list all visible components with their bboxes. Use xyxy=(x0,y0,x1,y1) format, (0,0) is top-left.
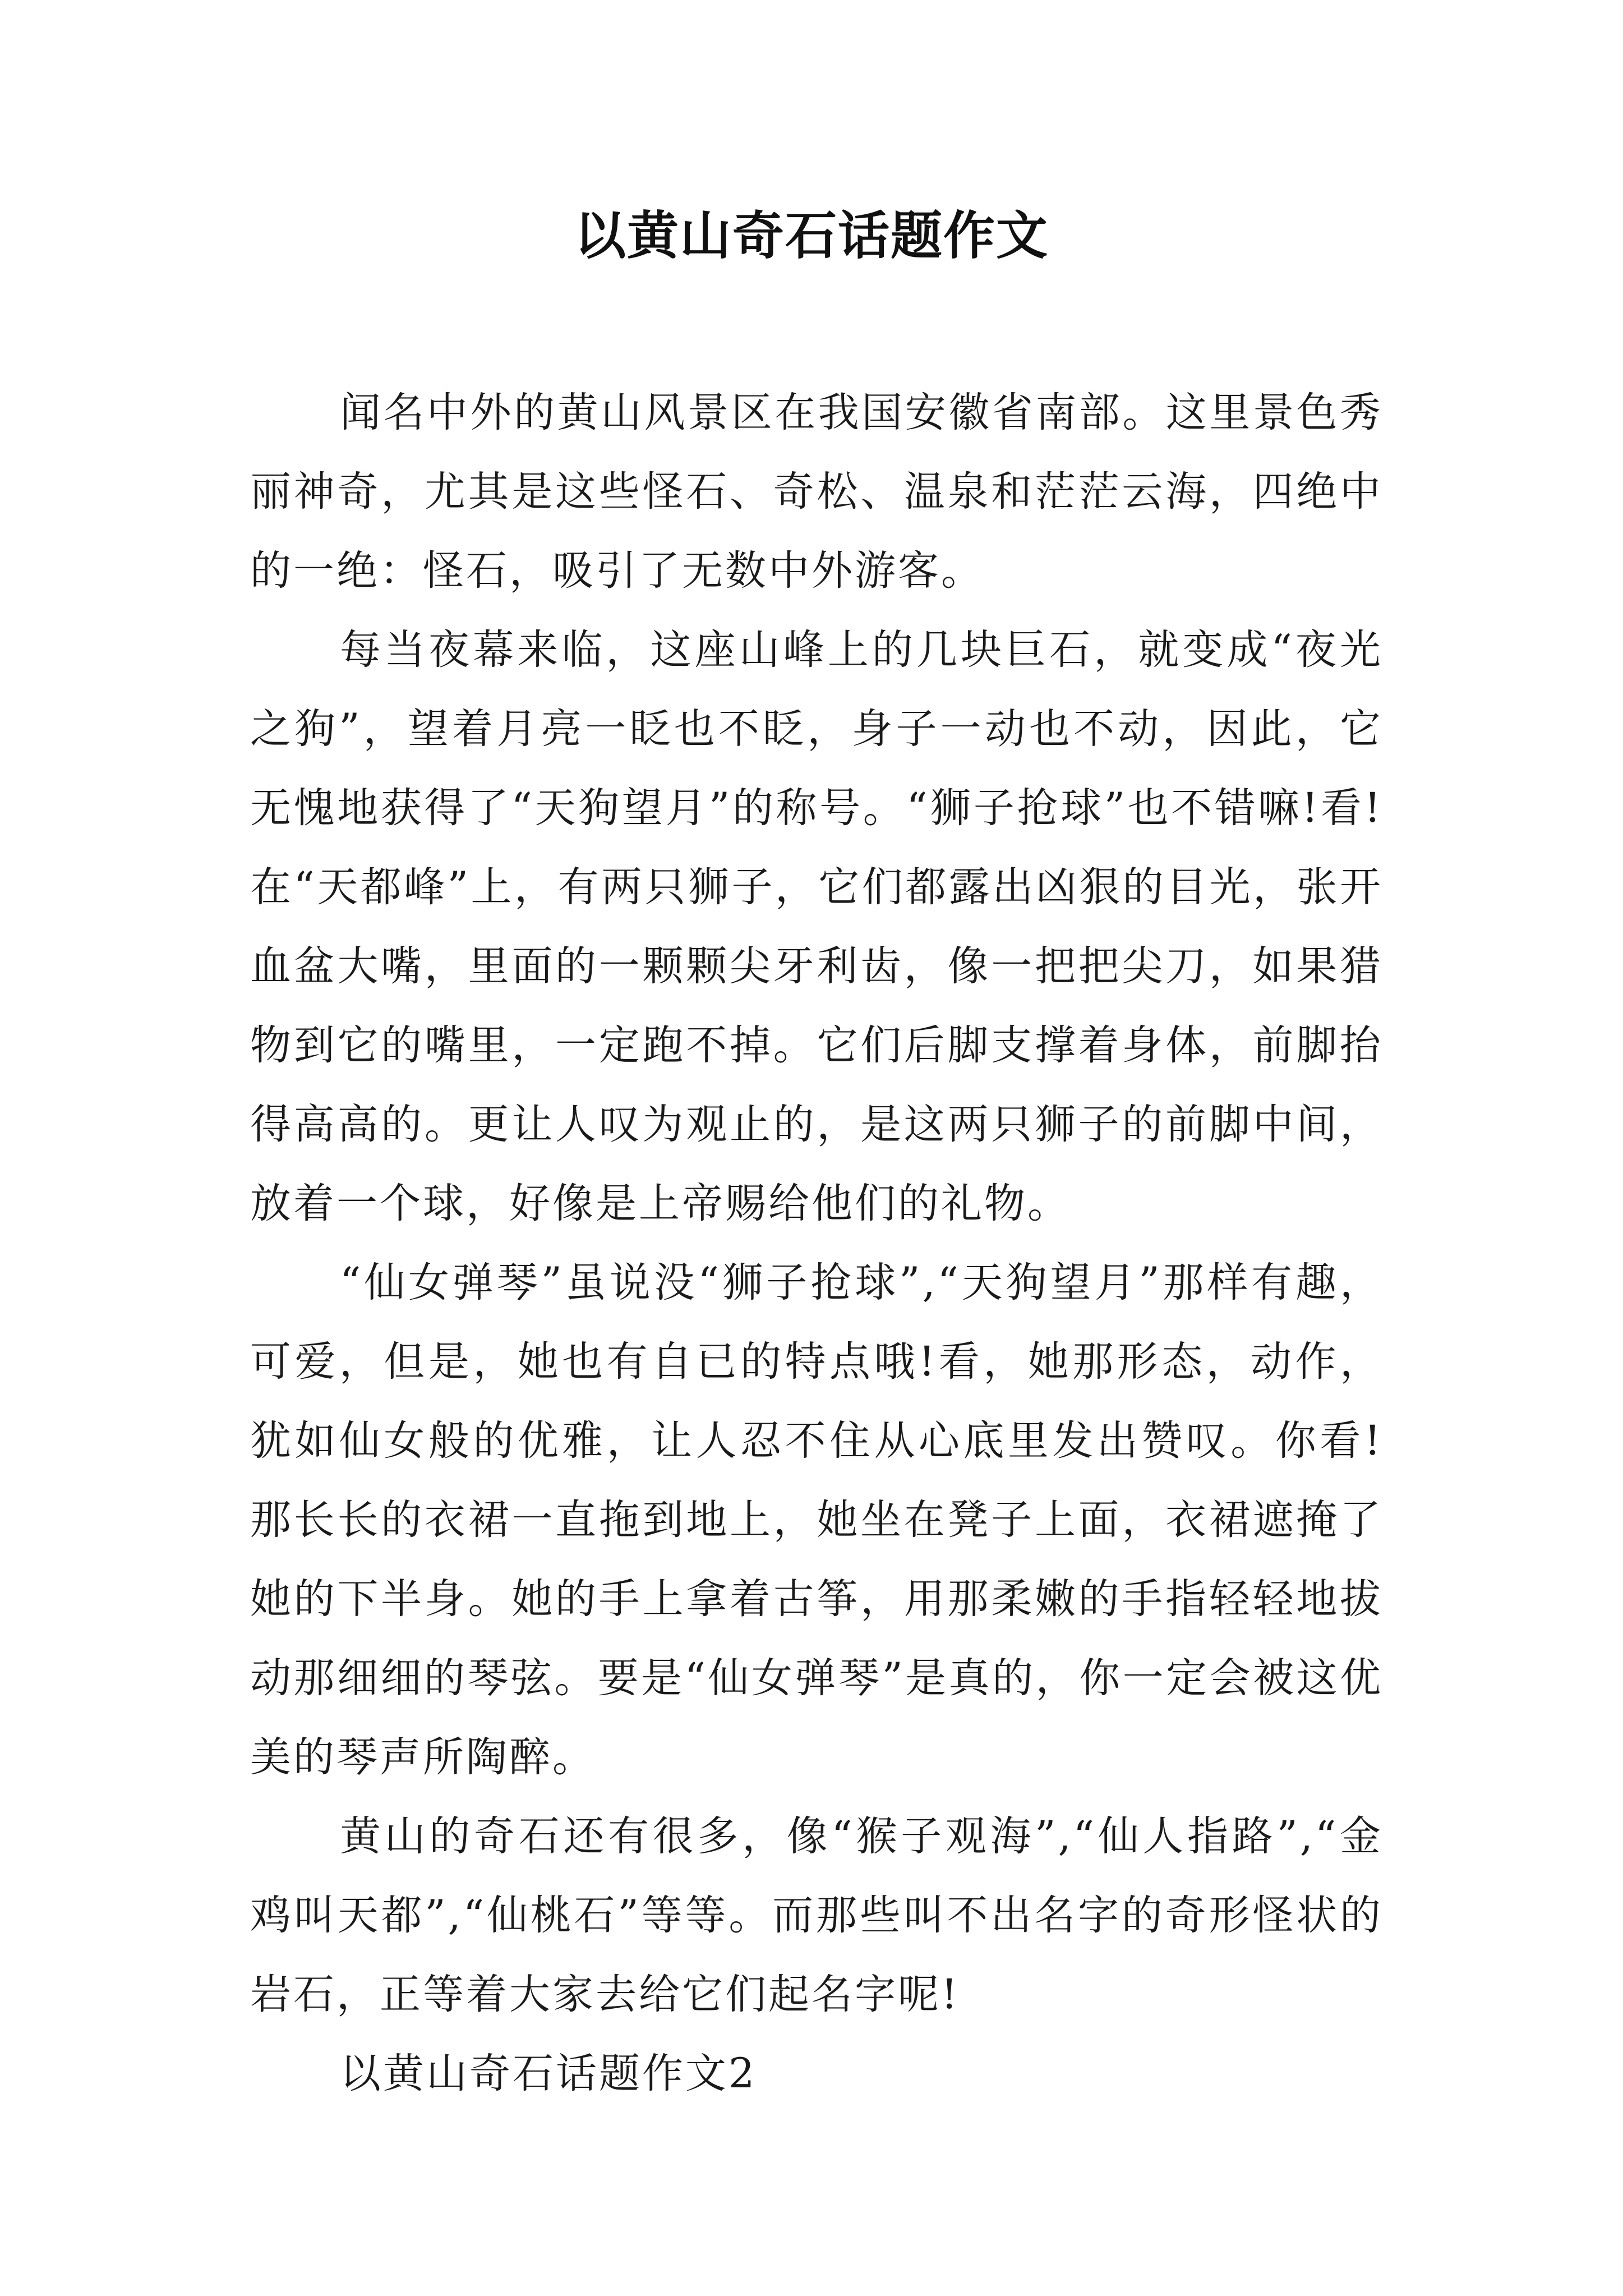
paragraph-1: 闻名中外的黄山风景区在我国安徽省南部。这里景色秀丽神奇，尤其是这些怪石、奇松、温泉和茫茫云海，四绝中的一绝：怪石，吸引了无数中外游客。 xyxy=(250,389,1383,595)
paragraph-3: “仙女弹琴”虽说没“狮子抢球”,“天狗望月”那样有趣，可爱，但是，她也有自已的特点哦!看，她那形态，动作，犹如仙女般的优雅，让人忍不住从心底里发出赞叹。你看!那长长的衣裙一直拖到地上，她坐在凳子上面，衣裙遮掩了她的下半身。她的手上拿着古筝，用那柔嫩的手指轻轻地拔动那细细的琴弦。要是“仙女弹琴”是真的，你一定会被这优美的琴声所陶醉。 xyxy=(250,1259,1383,1781)
paragraph-2: 每当夜幕来临，这座山峰上的几块巨石，就变成“夜光之狗”，望着月亮一眨也不眨，身子一动也不动，因此，它无愧地获得了“天狗望月”的称号。“狮子抢球”也不错嘛!看!在“天都峰”上，有两只狮子，它们都露出凶狠的目光，张开血盆大嘴，里面的一颗颗尖牙利齿，像一把把尖刀，如果猎物到它的嘴里，一定跑不掉。它们后脚支撑着身体，前脚抬得高高的。更让人叹为观止的，是这两只狮子的前脚中间，放着一个球，好像是上帝赐给他们的礼物。 xyxy=(250,626,1383,1227)
document-title: 以黄山奇石话题作文 xyxy=(574,205,1049,266)
paragraph-4: 黄山的奇石还有很多，像“猴子观海”,“仙人指路”,“金鸡叫天都”,“仙桃石”等等。而那些叫不出名字的奇形怪状的岩石，正等着大家去给它们起名字呢! xyxy=(250,1812,1383,2018)
document-body xyxy=(250,373,1383,2113)
paragraph-5-heading: 以黄山奇石话题作文2 xyxy=(340,2050,757,2097)
